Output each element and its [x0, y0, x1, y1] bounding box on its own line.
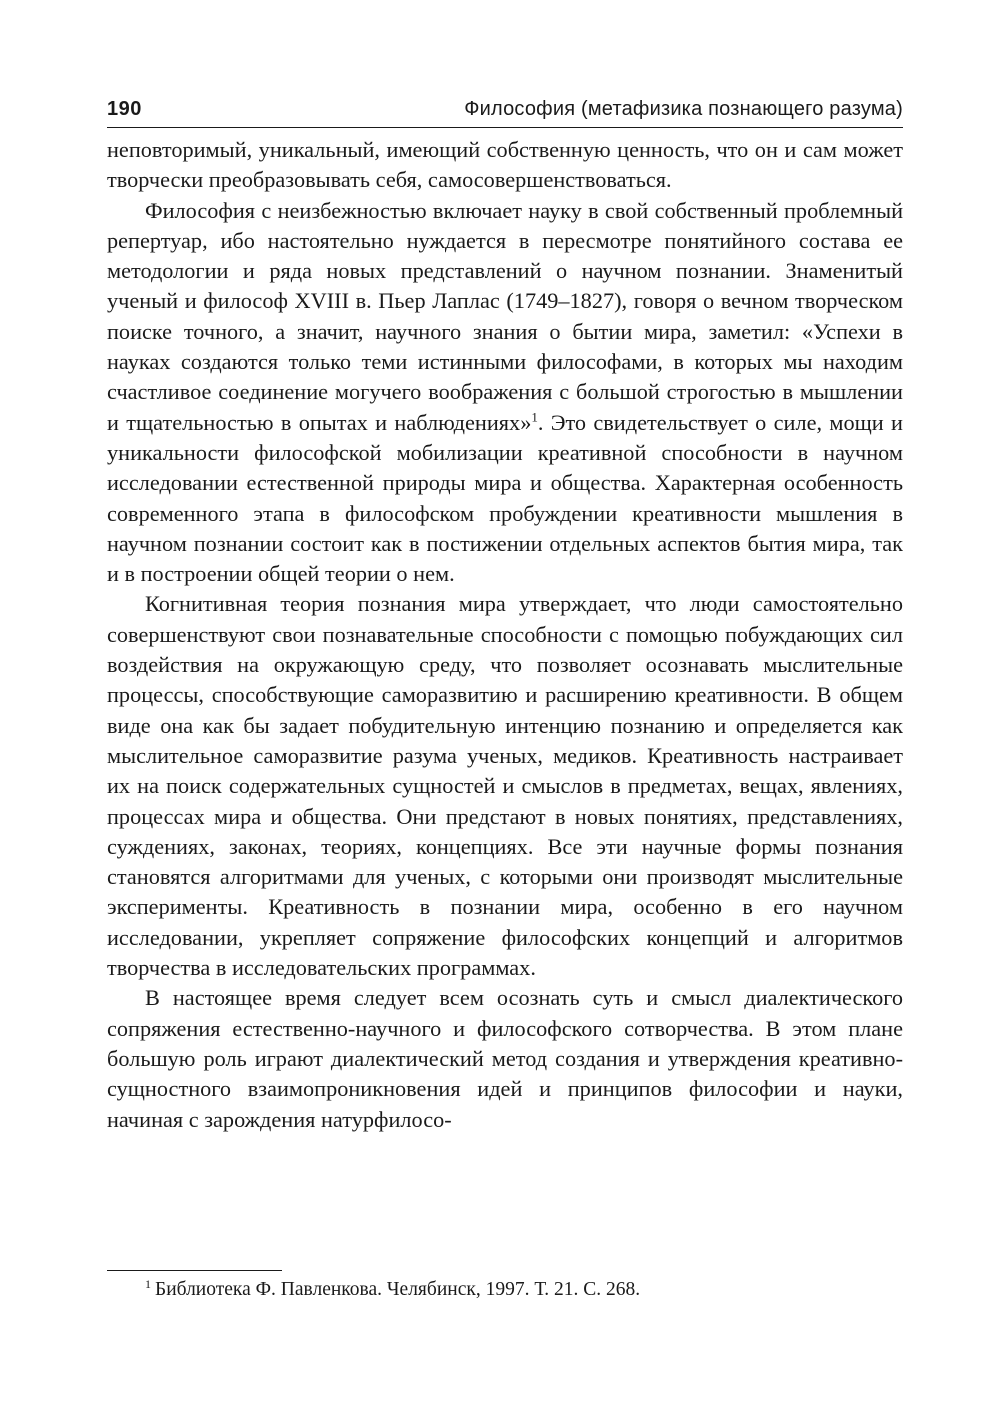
paragraph-text-before-note: Философия с неизбежностью включает науку в свой собственный проблемный репертуар, ибо настоятельно нуждается в пересмотре понятийного состава ее методологии и ряда новых представлений о научном познании. Знаменитый ученый и философ XVIII в. Пьер Лаплас (1749–1827), говоря о вечном творческом поиске точного, а значит, научного знания о бытии мира, заметил: «Успехи в науках создаются только теми истинными философами, в которых мы находим счастливое соединение могучего воображения с большой строгостью в мышлении и тщательностью в опытах и наблюдениях» [107, 197, 903, 435]
footnote-reference[interactable]: 1 [531, 409, 538, 425]
footnote-text: Библиотека Ф. Павленкова. Челябинск, 1997. Т. 21. С. 268. [155, 1279, 641, 1300]
paragraph-continuation: неповторимый, уникальный, имеющий собственную ценность, что он и сам может творчески преобразовывать себя, самосовершенствоваться. [107, 137, 903, 193]
paragraph-philosophy-science [107, 196, 903, 590]
running-title: Философия (метафизика познающего разума) [464, 98, 903, 120]
paragraph-text-after-note: . Это свидетельствует о силе, мощи и уникальности философской мобилизации креативной способности в научном исследовании естественной природы мира и общества. Характерная особенность современного этапа в философском пробуждении креативности мышления в научном познании состоит как в постижении отдельных аспектов бытия мира, так и в построении общей теории о нем. [107, 409, 903, 587]
paragraph-cognitive-theory: Когнитивная теория познания мира утверждает, что люди самостоятельно совершенствуют свои познавательные способности с помощью побуждающих сил воздействия на окружающую среду, что позволяет осознавать мыслительные процессы, способствующие саморазвитию и расширению креативности. В общем виде она как бы задает побудительную интенцию познанию и определяется как мыслительное саморазвитие разума ученых, медиков. Креативность настраивает их на поиск содержательных сущностей и смыслов в предметах, вещах, явлениях, процессах мира и общества. Они предстают в новых понятиях, представлениях, суждениях, законах, теориях, концепциях. Все эти научные формы познания становятся алгоритмами для ученых, с которыми они производят мыслительные эксперименты. Креативность в познании мира, особенно в его научном исследовании, укрепляет сопряжение философских концепций и алгоритмов творчества в исследовательских программах. [107, 591, 903, 981]
body-text [107, 135, 903, 1135]
page-number: 190 [107, 98, 142, 120]
paragraph-dialectics: В настоящее время следует всем осознать суть и смысл диалектического сопряжения естественно-научного и философского сотворчества. В этом плане большую роль играют диалектический метод создания и утверждения креативно-сущностного взаимопроникновения идей и принципов философии и науки, начиная с зарождения натурфилосо- [107, 985, 903, 1132]
footnote-divider [107, 1270, 282, 1271]
page [107, 96, 903, 1135]
running-head [107, 96, 903, 128]
footnote-number: 1 [145, 1276, 151, 1291]
footnote [145, 1277, 903, 1303]
